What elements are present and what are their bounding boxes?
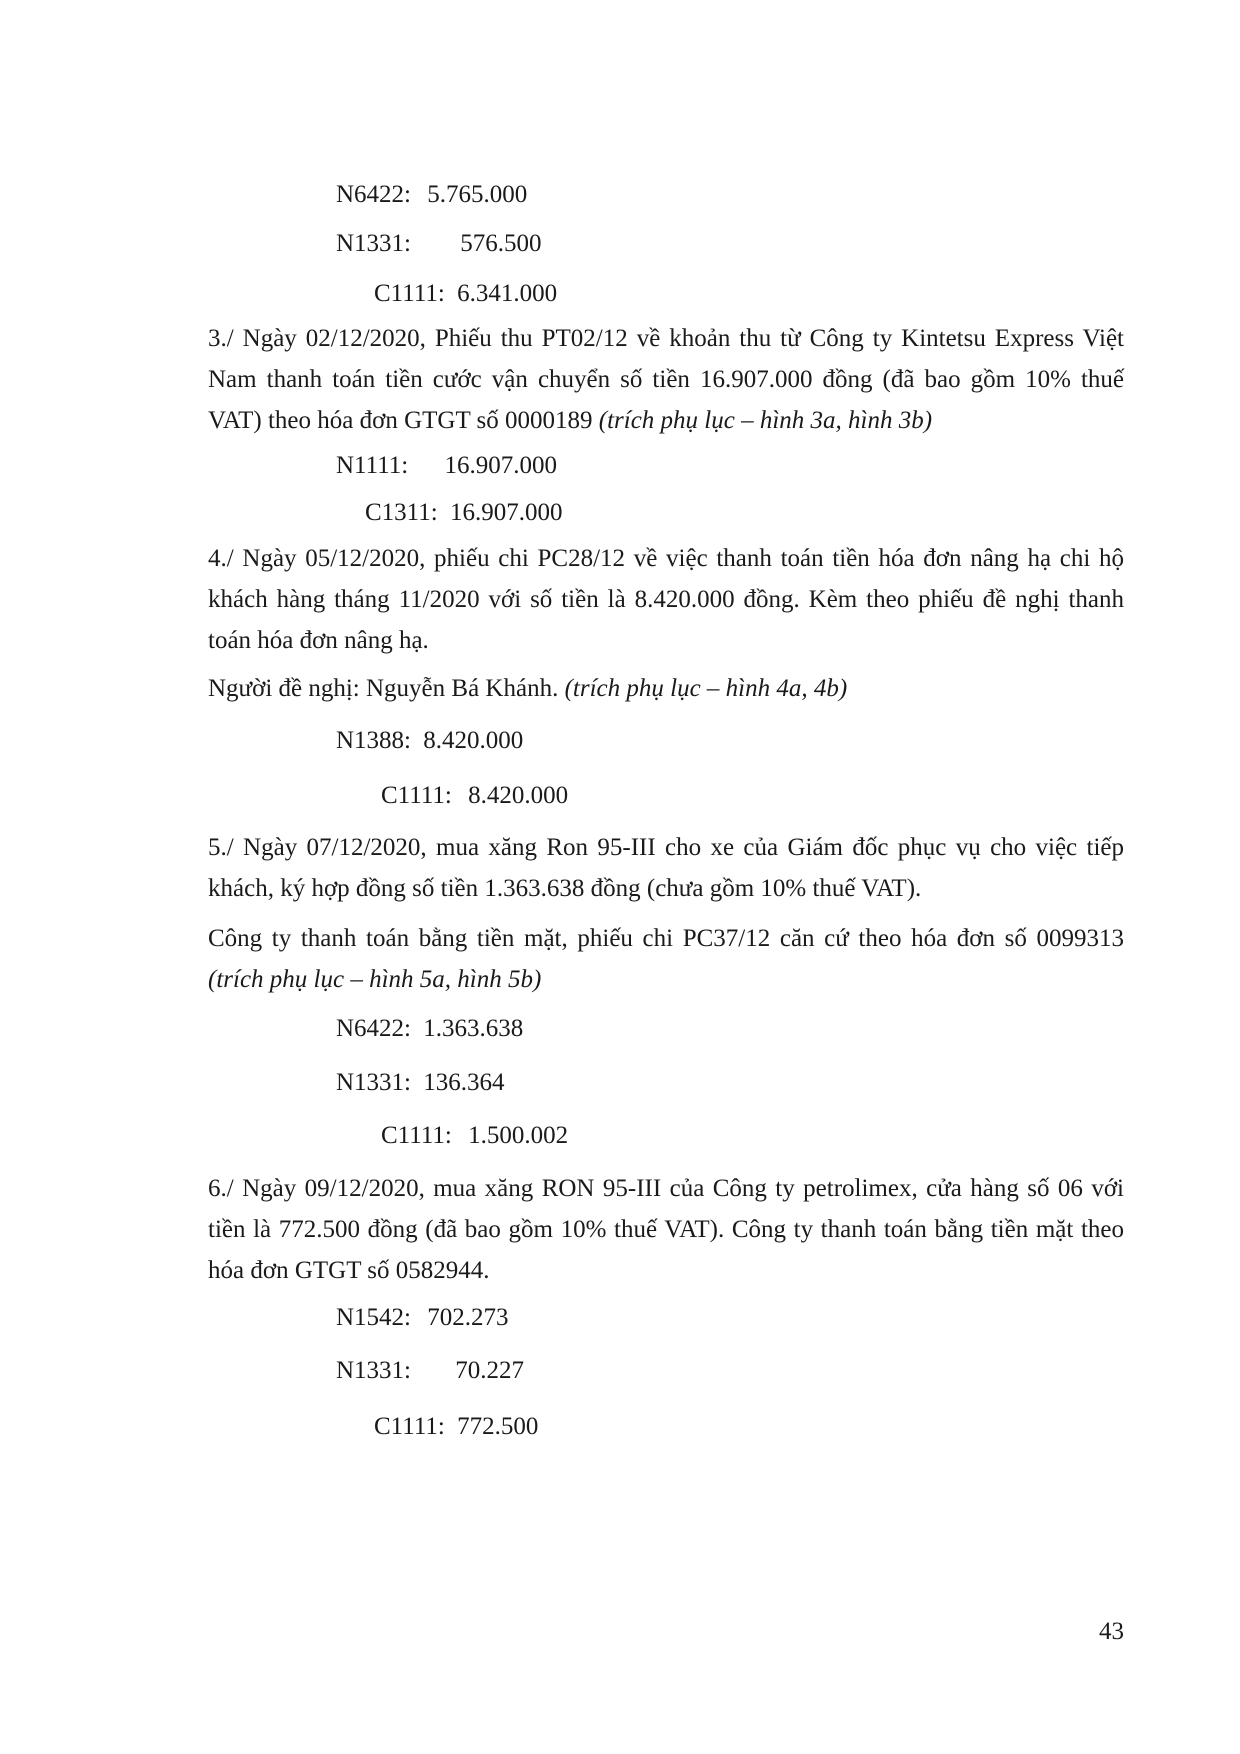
journal-line	[336, 1014, 523, 1044]
journal-line	[336, 1068, 505, 1098]
paragraph-4-proposer	[208, 668, 1124, 709]
journal-line	[336, 726, 523, 756]
account-code: N1331:	[336, 1357, 411, 1384]
appendix-reference: (trích phụ lục – hình 5a, hình 5b)	[208, 966, 542, 993]
paragraph-6	[208, 1168, 1124, 1291]
amount: 576.500	[460, 230, 542, 257]
paragraph-3	[208, 318, 1124, 441]
amount: 136.364	[423, 1069, 505, 1096]
journal-line	[381, 1121, 568, 1151]
journal-line	[336, 1356, 524, 1386]
amount: 16.907.000	[449, 499, 563, 526]
paragraph-5-payment	[208, 918, 1124, 1000]
account-code: C1111:	[381, 1122, 452, 1149]
paragraph-4	[208, 538, 1124, 661]
account-code: C1111:	[374, 1413, 445, 1440]
account-code: C1311:	[365, 499, 438, 526]
amount: 16.907.000	[444, 452, 557, 479]
account-code: N1331:	[336, 230, 411, 257]
paragraph-5	[208, 827, 1124, 909]
journal-line	[374, 1412, 538, 1442]
amount: 772.500	[457, 1413, 539, 1440]
paragraph-text: 6./ Ngày 09/12/2020, mua xăng RON 95-III của Công ty petrolimex, cửa hàng số 06 với tiền là 772.500 đồng (đã bao gồm 10% thuế VAT). Công ty thanh toán bằng tiền mặt theo hóa đơn GTGT số 0582944.	[208, 1175, 1124, 1284]
account-code: C1111:	[374, 280, 445, 307]
paragraph-text: Công ty thanh toán bằng tiền mặt, phiếu chi PC37/12 căn cứ theo hóa đơn số 0099313	[208, 925, 1124, 952]
journal-line	[336, 451, 557, 481]
account-code: N1542:	[336, 1304, 411, 1331]
amount: 6.341.000	[457, 280, 558, 307]
appendix-reference: (trích phụ lục – hình 3a, hình 3b)	[598, 407, 933, 434]
amount: 1.500.002	[468, 1122, 569, 1149]
amount: 702.273	[427, 1304, 509, 1331]
paragraph-text: 5./ Ngày 07/12/2020, mua xăng Ron 95-III cho xe của Giám đốc phục vụ cho việc tiếp khách, ký hợp đồng số tiền 1.363.638 đồng (chưa gồm 10% thuế VAT).	[208, 834, 1124, 902]
journal-line	[381, 781, 568, 811]
journal-line	[336, 1303, 509, 1333]
paragraph-text: 3./ Ngày 02/12/2020, Phiếu thu PT02/12 về khoản thu từ Công ty Kintetsu Express Việt Nam thanh toán tiền cước vận chuyển số tiền 16.907.000 đồng (đã bao gồm 10% thuế VAT) theo hóa đơn GTGT số 0000189	[208, 325, 1124, 434]
account-code: N6422:	[336, 181, 411, 208]
paragraph-text: 4./ Ngày 05/12/2020, phiếu chi PC28/12 về việc thanh toán tiền hóa đơn nâng hạ chi hộ khách hàng tháng 11/2020 với số tiền là 8.420.000 đồng. Kèm theo phiếu đề nghị thanh toán hóa đơn nâng hạ.	[208, 545, 1124, 654]
paragraph-text: Người đề nghị: Nguyễn Bá Khánh.	[208, 675, 565, 702]
account-code: N1111:	[336, 452, 409, 479]
amount: 8.420.000	[468, 782, 569, 809]
amount: 5.765.000	[427, 181, 528, 208]
journal-line	[374, 279, 557, 309]
journal-line	[336, 229, 542, 259]
account-code: N1331:	[336, 1069, 411, 1096]
journal-line	[365, 498, 562, 528]
appendix-reference: (trích phụ lục – hình 4a, 4b)	[564, 675, 848, 702]
account-code: C1111:	[381, 782, 452, 809]
page-number: 43	[1099, 1618, 1124, 1645]
journal-line	[336, 180, 527, 210]
account-code: N6422:	[336, 1015, 411, 1042]
amount: 70.227	[455, 1357, 524, 1384]
amount: 1.363.638	[423, 1015, 524, 1042]
account-code: N1388:	[336, 727, 411, 754]
amount: 8.420.000	[423, 727, 524, 754]
